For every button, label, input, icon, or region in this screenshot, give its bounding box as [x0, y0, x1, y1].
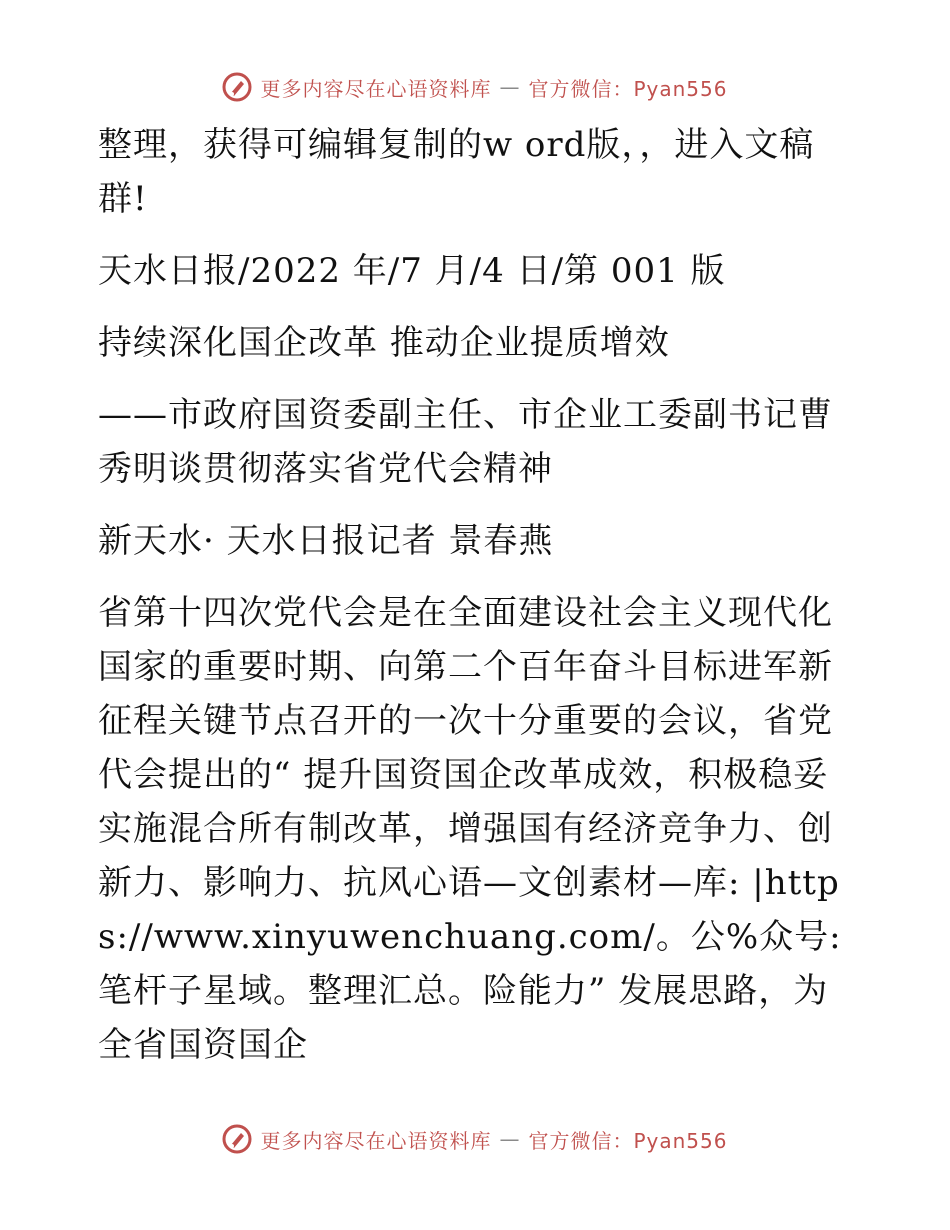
watermark-account-text: 官方微信：Pyan556	[528, 1128, 728, 1153]
article-subtitle: ——市政府国资委副主任、市企业工委副书记曹秀明谈贯彻落实省党代会精神	[98, 395, 833, 489]
document-body	[98, 118, 858, 1090]
pen-logo-icon	[222, 1124, 252, 1154]
byline: 新天水· 天水日报记者 景春燕	[98, 521, 554, 561]
watermark-site-text: 更多内容尽在心语资料库	[260, 76, 492, 101]
article-title: 持续深化国企改革 推动企业提质增效	[98, 323, 670, 363]
watermark-separator: —	[499, 1127, 521, 1151]
body-paragraph: 省第十四次党代会是在全面建设社会主义现代化国家的重要时期、向第二个百年奋斗目标进军新征程关键节点召开的一次十分重要的会议，省党代会提出的“ 提升国资国企改革成效，积极稳妥实施混合所有制改革，增强国有经济竞争力、创新力、影响力、抗风心语—文创素材—库: |https://www.xinyuwenchuang.com/。公%众号: 笔杆子星域。整理汇总。险能力” 发展思路，为全省国资国企	[98, 593, 842, 1065]
footer-watermark	[0, 1124, 950, 1154]
watermark-account-text: 官方微信：Pyan556	[528, 76, 728, 101]
pen-logo-icon	[222, 72, 252, 102]
watermark-separator: —	[499, 75, 521, 99]
watermark-site-text: 更多内容尽在心语资料库	[260, 1128, 492, 1153]
header-watermark	[0, 72, 950, 102]
publication-line: 天水日报/2022 年/7 月/4 日/第 001 版	[98, 251, 726, 291]
intro-paragraph: 整理，获得可编辑复制的w ord版，，进入文稿群!	[98, 125, 815, 219]
